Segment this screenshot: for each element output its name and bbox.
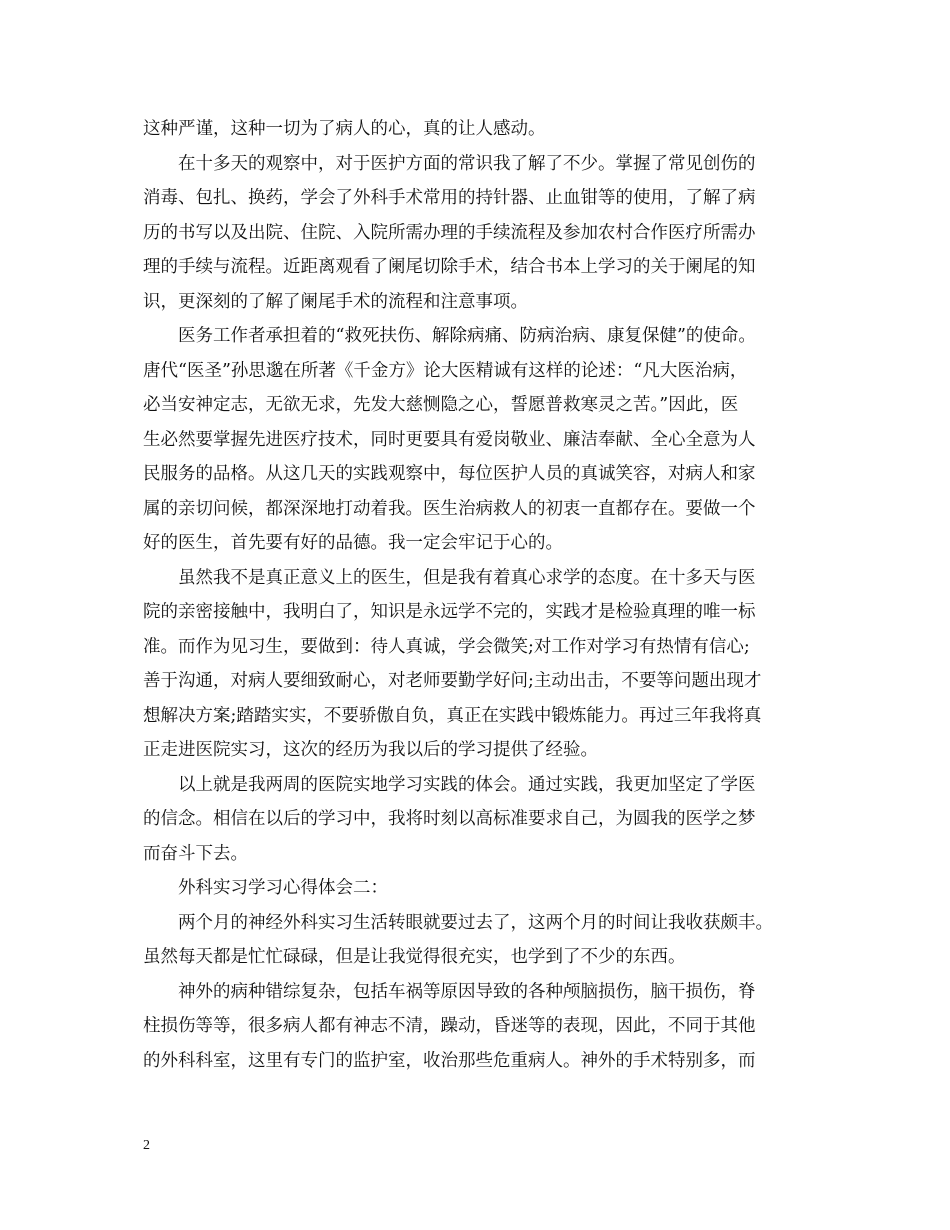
text-line: 善于沟通，对病人要细致耐心，对老师要勤学好问;主动出击，不要等问题出现才 xyxy=(143,671,762,691)
text-line: 属的亲切问候，都深深地打动着我。医生治病救人的初衷一直都存在。要做一个 xyxy=(143,498,756,519)
text-line: 唐代“医圣”孙思邈在所著《千金方》论大医精诚有这样的论述：“凡大医治病， xyxy=(143,360,748,381)
text-line: 而奋斗下去。 xyxy=(143,843,248,864)
text-line: 准。而作为见习生，要做到：待人真诚，学会微笑;对工作对学习有热情有信心; xyxy=(143,636,750,657)
text-line: 神外的病种错综复杂，包括车祸等原因导致的各种颅脑损伤，脑干损伤，脊 xyxy=(178,981,756,1002)
page-number: 2 xyxy=(143,1138,150,1153)
text-line: 好的医生，首先要有好的品德。我一定会牢记于心的。 xyxy=(143,533,563,553)
text-line: 的信念。相信在以后的学习中，我将时刻以高标准要求自己，为圆我的医学之梦 xyxy=(143,809,756,829)
text-line: 生必然要掌握先进医疗技术，同时更要具有爱岗敬业、廉洁奉献、全心全意为人 xyxy=(143,429,756,450)
text-line: 虽然我不是真正意义上的医生，但是我有着真心求学的态度。在十多天与医 xyxy=(178,567,756,588)
text-line: 外科实习学习心得体会二： xyxy=(178,878,388,898)
text-line: 院的亲密接触中，我明白了，知识是永远学不完的，实践才是检验真理的唯一标 xyxy=(143,602,756,622)
text-line: 理的手续与流程。近距离观看了阑尾切除手术，结合书本上学习的关于阑尾的知 xyxy=(143,257,756,277)
text-line: 柱损伤等等，很多病人都有神志不清，躁动，昏迷等的表现，因此，不同于其他 xyxy=(143,1016,756,1036)
text-line: 识，更深刻的了解了阑尾手术的流程和注意事项。 xyxy=(143,291,528,312)
text-line: 虽然每天都是忙忙碌碌，但是让我觉得很充实，也学到了不少的东西。 xyxy=(143,947,686,967)
text-line: 医务工作者承担着的“救死扶伤、解除病痛、防病治病、康复保健”的使命。 xyxy=(178,326,756,346)
text-line: 正走进医院实习，这次的经历为我以后的学习提供了经验。 xyxy=(143,740,598,760)
text-line: 这种严谨，这种一切为了病人的心，真的让人感动。 xyxy=(143,119,546,139)
text-line: 消毒、包扎、换药，学会了外科手术常用的持针器、止血钳等的使用，了解了病 xyxy=(143,188,756,208)
text-line: 想解决方案;踏踏实实，不要骄傲自负，真正在实践中锻炼能力。再过三年我将真 xyxy=(143,705,762,726)
text-line: 的外科科室，这里有专门的监护室，收治那些危重病人。神外的手术特别多，而 xyxy=(143,1050,756,1071)
text-line: 历的书写以及出院、住院、入院所需办理的手续流程及参加农村合作医疗所需办 xyxy=(143,222,756,243)
text-line: 必当安神定志，无欲无求，先发大慈恻隐之心，誓愿普救寒灵之苦。”因此，医 xyxy=(143,395,739,415)
body-text xyxy=(143,112,823,1078)
text-line: 民服务的品格。从这几天的实践观察中，每位医护人员的真诚笑容，对病人和家 xyxy=(143,464,756,484)
text-line: 在十多天的观察中，对于医护方面的常识我了解了不少。掌握了常见创伤的 xyxy=(178,153,756,174)
text-line: 以上就是我两周的医院实地学习实践的体会。通过实践，我更加坚定了学医 xyxy=(178,774,756,795)
text-line: 两个月的神经外科实习生活转眼就要过去了，这两个月的时间让我收获颇丰。 xyxy=(178,912,773,933)
